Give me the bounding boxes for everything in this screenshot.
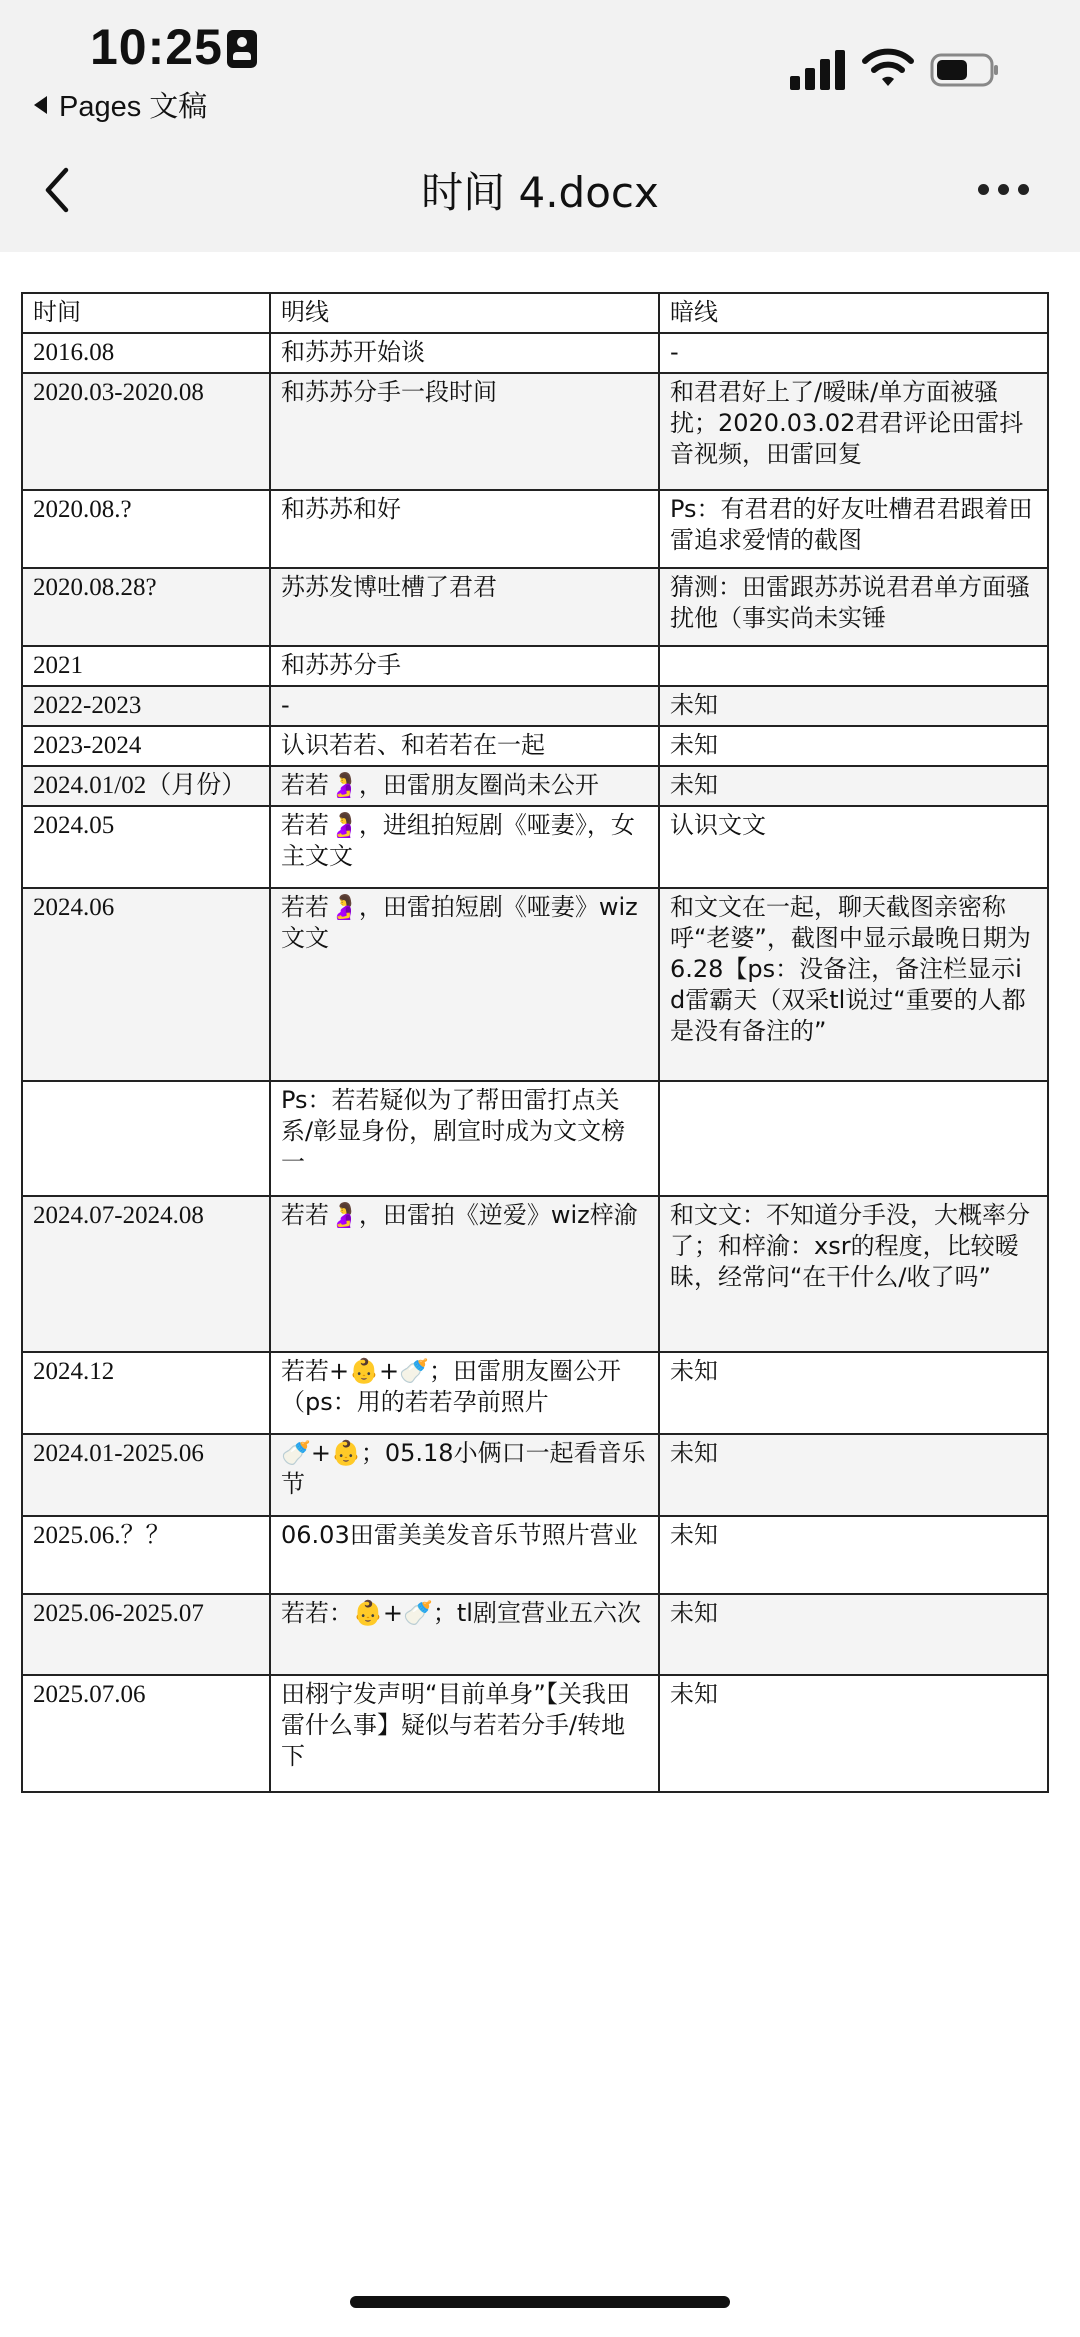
header-cell-hidden: 暗线 [659,293,1048,333]
table-cell: 2025.06.？？ [22,1516,270,1594]
table-cell: 2021 [22,646,270,686]
table-cell: 2022-2023 [22,686,270,726]
wifi-icon [862,46,914,88]
back-app-label: Pages 文稿 [59,91,208,123]
table-cell: 2020.08.28? [22,568,270,646]
home-indicator[interactable] [350,2296,730,2308]
table-cell: 未知 [659,1675,1048,1792]
table-cell: 和苏苏和好 [270,490,659,568]
table-cell: 2024.07-2024.08 [22,1196,270,1352]
timeline-table [21,292,1049,1793]
table-row [22,806,1048,888]
table-row [22,1081,1048,1196]
table-cell: 未知 [659,1594,1048,1675]
table-cell: 2020.03-2020.08 [22,373,270,490]
table-cell: 若若🤰，进组拍短剧《哑妻》，女主文文 [270,806,659,888]
table-cell: Ps：有君君的好友吐槽君君跟着田雷追求爱情的截图 [659,490,1048,568]
table-cell: 2025.07.06 [22,1675,270,1792]
table-cell: 2023-2024 [22,726,270,766]
table-cell: 和苏苏分手 [270,646,659,686]
table-row [22,766,1048,806]
back-triangle-icon [34,96,47,114]
table-cell: 和苏苏开始谈 [270,333,659,373]
table-row [22,686,1048,726]
table-cell: 未知 [659,686,1048,726]
table-cell: 未知 [659,1434,1048,1516]
table-row [22,1434,1048,1516]
table-cell: 06.03田雷美美发音乐节照片营业 [270,1516,659,1594]
more-ellipsis-icon[interactable] [978,184,1030,198]
table-cell: 2016.08 [22,333,270,373]
header-cell-main: 明线 [270,293,659,333]
table-row [22,726,1048,766]
document-title: 时间 4.docx [421,168,659,217]
table-cell: 苏苏发博吐槽了君君 [270,568,659,646]
table-cell: 2024.05 [22,806,270,888]
table-header-row [22,293,1048,333]
table-cell: Ps：若若疑似为了帮田雷打点关系/彰显身份，剧宣时成为文文榜一 [270,1081,659,1196]
table-cell: 未知 [659,1352,1048,1434]
table-row [22,1516,1048,1594]
table-cell: 和君君好上了/暧昧/单方面被骚扰；2020.03.02君君评论田雷抖音视频，田雷回复 [659,373,1048,490]
table-cell: 认识若若、和若若在一起 [270,726,659,766]
table-row [22,1196,1048,1352]
header-cell-time: 时间 [22,293,270,333]
table-cell [659,1081,1048,1196]
table-cell: 2024.06 [22,888,270,1081]
table-row [22,1352,1048,1434]
table-cell: 若若+👶+🍼；田雷朋友圈公开（ps：用的若若孕前照片 [270,1352,659,1434]
table-row [22,333,1048,373]
table-cell: 猜测：田雷跟苏苏说君君单方面骚扰他（事实尚未实锤 [659,568,1048,646]
battery-icon [930,52,1000,88]
id-card-icon [227,30,257,68]
table-cell: - [270,686,659,726]
table-row [22,490,1048,568]
table-cell: 🍼+👶；05.18小俩口一起看音乐节 [270,1434,659,1516]
table-row [22,646,1048,686]
table-row [22,1594,1048,1675]
back-to-app-link[interactable] [34,84,207,125]
table-cell: 2024.01-2025.06 [22,1434,270,1516]
table-cell: 若若：👶+🍼；tl剧宣营业五六次 [270,1594,659,1675]
status-time: 10:25 [90,19,223,75]
table-cell [659,646,1048,686]
table-cell: 若若🤰，田雷朋友圈尚未公开 [270,766,659,806]
cellular-signal-icon [790,50,846,90]
table-cell: 2024.12 [22,1352,270,1434]
table-cell: 田栩宁发声明“目前单身”【关我田雷什么事】疑似与若若分手/转地下 [270,1675,659,1792]
app-header [0,0,1080,252]
table-cell: 未知 [659,1516,1048,1594]
table-cell: 认识文文 [659,806,1048,888]
table-cell: - [659,333,1048,373]
table-cell: 2025.06-2025.07 [22,1594,270,1675]
table-row [22,888,1048,1081]
table-row [22,373,1048,490]
table-cell: 和文文在一起，聊天截图亲密称呼“老婆”，截图中显示最晚日期为6.28【ps：没备注，备注栏显示id雷霸天（双采tl说过“重要的人都是没有备注的” [659,888,1048,1081]
table-cell: 和苏苏分手一段时间 [270,373,659,490]
table-cell: 未知 [659,726,1048,766]
table-row [22,1675,1048,1792]
table-cell: 2020.08.? [22,490,270,568]
table-cell: 若若🤰，田雷拍短剧《哑妻》wiz文文 [270,888,659,1081]
table-cell: 若若🤰，田雷拍《逆爱》wiz梓渝 [270,1196,659,1352]
table-cell: 和文文：不知道分手没，大概率分了；和梓渝：xsr的程度，比较暧昧，经常问“在干什么/收了吗” [659,1196,1048,1352]
table-cell [22,1081,270,1196]
table-cell: 2024.01/02（月份） [22,766,270,806]
table-row [22,568,1048,646]
table-cell: 未知 [659,766,1048,806]
